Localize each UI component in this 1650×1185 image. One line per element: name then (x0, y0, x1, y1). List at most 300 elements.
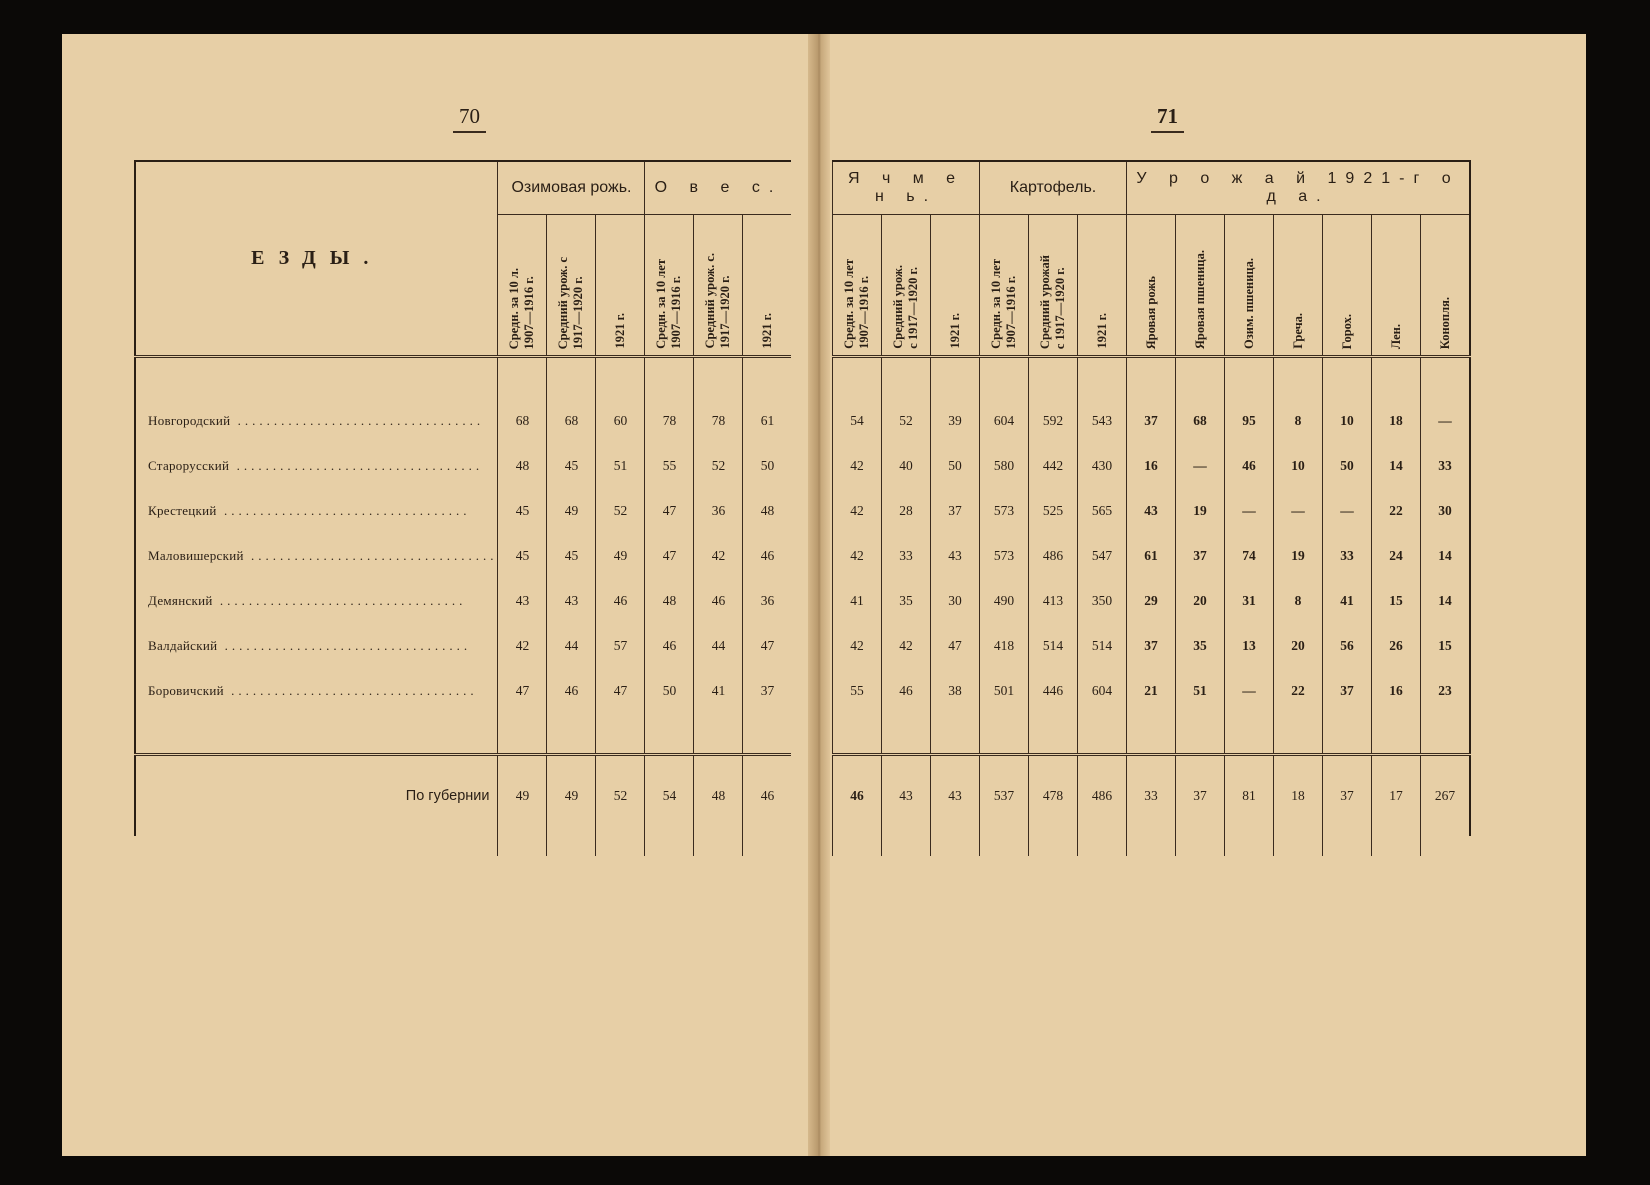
total-value-cell: 18 (1274, 755, 1323, 837)
spacer-cell (1323, 836, 1372, 856)
value-cell: 46 (547, 668, 596, 713)
value-cell: 19 (1176, 488, 1225, 533)
column-header (1225, 215, 1274, 357)
spacer-cell (1372, 713, 1421, 755)
value-cell: 68 (547, 398, 596, 443)
value-cell: 47 (743, 623, 792, 668)
value-cell: 50 (1323, 443, 1372, 488)
value-cell: 41 (694, 668, 743, 713)
spacer-cell (498, 836, 547, 856)
harvest-table-right (832, 160, 1471, 856)
total-value-cell: 37 (1176, 755, 1225, 837)
leader-dots: .................................. (217, 637, 472, 653)
district-name: Демянский (148, 592, 213, 608)
column-header-label: Средний урож. с 1917—1920 г. (556, 256, 586, 349)
spacer-cell (1372, 836, 1421, 856)
total-row (135, 755, 791, 837)
column-header-label: Средн. за 10 лет 1907—1916 г. (654, 259, 684, 349)
value-cell: 514 (1029, 623, 1078, 668)
table-row (833, 488, 1471, 533)
value-cell: 50 (645, 668, 694, 713)
spacer-cell (1176, 713, 1225, 755)
spacer-row (135, 713, 791, 755)
spacer-cell (980, 357, 1029, 399)
value-cell: 14 (1421, 533, 1471, 578)
value-cell: 47 (645, 488, 694, 533)
district-cell (135, 398, 498, 443)
total-value-cell: 54 (645, 755, 694, 837)
spacer-cell (1225, 357, 1274, 399)
value-cell: 46 (743, 533, 792, 578)
value-cell: — (1421, 398, 1471, 443)
spacer-cell (645, 713, 694, 755)
value-cell: 15 (1372, 578, 1421, 623)
value-cell: 33 (882, 533, 931, 578)
value-cell: 41 (1323, 578, 1372, 623)
spacer-cell (645, 357, 694, 399)
total-label: По губернии (135, 755, 498, 837)
value-cell: 51 (596, 443, 645, 488)
value-cell: 50 (743, 443, 792, 488)
value-cell: 547 (1078, 533, 1127, 578)
total-value-cell: 46 (743, 755, 792, 837)
spacer-cell (547, 836, 596, 856)
value-cell: 56 (1323, 623, 1372, 668)
value-cell: 580 (980, 443, 1029, 488)
value-cell: 514 (1078, 623, 1127, 668)
column-header-label: Средний урож. с. 1917—1920 г. (703, 253, 733, 349)
value-cell: 430 (1078, 443, 1127, 488)
value-cell: 47 (596, 668, 645, 713)
column-header-label: Горох. (1339, 313, 1354, 349)
group-header: У р о ж а й 1921-г о д а. (1127, 161, 1471, 215)
value-cell: 42 (882, 623, 931, 668)
column-header-label: 1921 г. (947, 313, 962, 349)
value-cell: 20 (1176, 578, 1225, 623)
value-cell: 14 (1421, 578, 1471, 623)
spacer-cell (882, 713, 931, 755)
value-cell: 55 (645, 443, 694, 488)
value-cell: 22 (1274, 668, 1323, 713)
value-cell: 18 (1372, 398, 1421, 443)
column-header (1127, 215, 1176, 357)
district-cell (135, 533, 498, 578)
column-header-label: Греча. (1290, 313, 1305, 349)
value-cell: 61 (1127, 533, 1176, 578)
spacer-cell (1421, 836, 1471, 856)
column-header-label: Средн. за 10 лет 1907—1916 г. (842, 259, 871, 349)
table-row (833, 533, 1471, 578)
spacer-row (833, 357, 1471, 399)
value-cell: 573 (980, 488, 1029, 533)
value-cell: 501 (980, 668, 1029, 713)
spacer-cell (743, 357, 792, 399)
spacer-cell (645, 836, 694, 856)
column-header (833, 215, 882, 357)
value-cell: 22 (1372, 488, 1421, 533)
value-cell: 36 (743, 578, 792, 623)
district-cell (135, 668, 498, 713)
column-header-label: Средний урож. с 1917—1920 г. (891, 265, 920, 349)
value-cell: 33 (1323, 533, 1372, 578)
column-header-label: Средний урожай с 1917—1920 г. (1038, 254, 1067, 349)
spacer-cell (694, 836, 743, 856)
leader-dots: .................................. (223, 682, 478, 698)
value-cell: 42 (833, 443, 882, 488)
leader-dots: .................................. (243, 547, 498, 563)
spacer-cell (1078, 357, 1127, 399)
value-cell: 29 (1127, 578, 1176, 623)
value-cell: 413 (1029, 578, 1078, 623)
spacer-cell (1421, 713, 1471, 755)
column-header (980, 215, 1029, 357)
spacer-cell (980, 713, 1029, 755)
spacer-cell (694, 357, 743, 399)
district-name: Старорусский (148, 457, 230, 473)
column-header-label: Средн. за 10 лет 1907—1916 г. (989, 259, 1018, 349)
value-cell: 45 (547, 443, 596, 488)
leader-dots: .................................. (230, 412, 485, 428)
value-cell: 24 (1372, 533, 1421, 578)
spacer-cell (833, 836, 882, 856)
spacer-cell (1029, 357, 1078, 399)
spacer-row (135, 836, 791, 856)
spacer-cell (135, 836, 498, 856)
column-header-label: Лен. (1388, 323, 1403, 349)
spacer-cell (1127, 357, 1176, 399)
table-row (135, 443, 791, 488)
column-header (931, 215, 980, 357)
value-cell: 418 (980, 623, 1029, 668)
column-header (1078, 215, 1127, 357)
spacer-cell (547, 357, 596, 399)
total-value-cell: 52 (596, 755, 645, 837)
column-header (645, 215, 694, 357)
value-cell: 43 (498, 578, 547, 623)
leader-dots: .................................. (212, 592, 467, 608)
value-cell: 525 (1029, 488, 1078, 533)
value-cell: 43 (1127, 488, 1176, 533)
value-cell: 47 (931, 623, 980, 668)
harvest-table-left (134, 160, 791, 856)
column-header-label: 1921 г. (1094, 313, 1109, 349)
value-cell: 16 (1127, 443, 1176, 488)
value-cell: 442 (1029, 443, 1078, 488)
value-cell: 45 (498, 533, 547, 578)
value-cell: 52 (596, 488, 645, 533)
column-header (1323, 215, 1372, 357)
spacer-cell (1323, 357, 1372, 399)
table-row (135, 578, 791, 623)
spacer-cell (743, 713, 792, 755)
total-value-cell: 46 (833, 755, 882, 837)
value-cell: 74 (1225, 533, 1274, 578)
value-cell: 55 (833, 668, 882, 713)
column-header (1029, 215, 1078, 357)
value-cell: 48 (498, 443, 547, 488)
value-cell: 30 (1421, 488, 1471, 533)
value-cell: 57 (596, 623, 645, 668)
column-header (743, 215, 792, 357)
district-name: Валдайский (148, 637, 218, 653)
value-cell: 37 (1127, 398, 1176, 443)
value-cell: 41 (833, 578, 882, 623)
leader-dots: .................................. (229, 457, 484, 473)
spacer-cell (1274, 836, 1323, 856)
column-header (596, 215, 645, 357)
value-cell: 490 (980, 578, 1029, 623)
header-group-row (833, 161, 1471, 215)
column-header (882, 215, 931, 357)
value-cell: 46 (694, 578, 743, 623)
value-cell: 52 (882, 398, 931, 443)
value-cell: 23 (1421, 668, 1471, 713)
value-cell: 15 (1421, 623, 1471, 668)
spacer-cell (1078, 713, 1127, 755)
value-cell: 16 (1372, 668, 1421, 713)
total-value-cell: 49 (498, 755, 547, 837)
header-column-row (833, 215, 1471, 357)
total-value-cell: 81 (1225, 755, 1274, 837)
spacer-cell (743, 836, 792, 856)
value-cell: 446 (1029, 668, 1078, 713)
value-cell: 42 (833, 533, 882, 578)
value-cell: 19 (1274, 533, 1323, 578)
column-header-label: 1921 г. (612, 313, 627, 349)
value-cell: — (1274, 488, 1323, 533)
value-cell: 20 (1274, 623, 1323, 668)
value-cell: 49 (547, 488, 596, 533)
spacer-cell (882, 836, 931, 856)
column-header-label: Яровая пшеница. (1192, 249, 1207, 349)
value-cell: 51 (1176, 668, 1225, 713)
spacer-cell (596, 713, 645, 755)
spacer-cell (1274, 357, 1323, 399)
value-cell: 573 (980, 533, 1029, 578)
column-header (1274, 215, 1323, 357)
book-gutter (808, 34, 830, 1156)
spacer-cell (1078, 836, 1127, 856)
value-cell: 33 (1421, 443, 1471, 488)
value-cell: 40 (882, 443, 931, 488)
value-cell: 350 (1078, 578, 1127, 623)
spacer-cell (498, 357, 547, 399)
value-cell: 42 (498, 623, 547, 668)
total-value-cell: 33 (1127, 755, 1176, 837)
total-row (833, 755, 1471, 837)
total-value-cell: 17 (1372, 755, 1421, 837)
spacer-cell (1127, 713, 1176, 755)
value-cell: 95 (1225, 398, 1274, 443)
group-header: Картофель. (980, 161, 1127, 215)
spacer-cell (498, 713, 547, 755)
value-cell: 43 (547, 578, 596, 623)
table-row (833, 578, 1471, 623)
value-cell: 49 (596, 533, 645, 578)
group-header: Я ч м е н ь. (833, 161, 980, 215)
value-cell: 46 (882, 668, 931, 713)
value-cell: 36 (694, 488, 743, 533)
spacer-cell (1372, 357, 1421, 399)
page-number-right: 71 (1151, 104, 1184, 133)
value-cell: 604 (1078, 668, 1127, 713)
value-cell: — (1225, 668, 1274, 713)
column-header (694, 215, 743, 357)
value-cell: 37 (931, 488, 980, 533)
spacer-row (833, 713, 1471, 755)
total-value-cell: 267 (1421, 755, 1471, 837)
value-cell: 37 (743, 668, 792, 713)
district-name: Крестецкий (148, 502, 217, 518)
spacer-cell (694, 713, 743, 755)
value-cell: 68 (1176, 398, 1225, 443)
value-cell: 60 (596, 398, 645, 443)
spacer-cell (135, 357, 498, 399)
value-cell: 38 (931, 668, 980, 713)
value-cell: 486 (1029, 533, 1078, 578)
spacer-cell (135, 713, 498, 755)
value-cell: 45 (547, 533, 596, 578)
value-cell: 30 (931, 578, 980, 623)
spacer-cell (833, 357, 882, 399)
spacer-cell (1029, 713, 1078, 755)
value-cell: 604 (980, 398, 1029, 443)
spacer-cell (1029, 836, 1078, 856)
column-header-label: Озим. пшеница. (1241, 258, 1256, 349)
table-row (135, 668, 791, 713)
column-header-label: Конопля. (1437, 296, 1452, 349)
value-cell: 31 (1225, 578, 1274, 623)
value-cell: 39 (931, 398, 980, 443)
value-cell: 44 (547, 623, 596, 668)
value-cell: 13 (1225, 623, 1274, 668)
value-cell: 35 (1176, 623, 1225, 668)
value-cell: 42 (833, 488, 882, 533)
value-cell: 8 (1274, 578, 1323, 623)
table-row (833, 623, 1471, 668)
value-cell: 52 (694, 443, 743, 488)
value-cell: 50 (931, 443, 980, 488)
value-cell: 42 (833, 623, 882, 668)
total-value-cell: 43 (931, 755, 980, 837)
spacer-cell (1323, 713, 1372, 755)
spacer-cell (596, 836, 645, 856)
value-cell: 46 (645, 623, 694, 668)
value-cell: 543 (1078, 398, 1127, 443)
value-cell: 47 (498, 668, 547, 713)
value-cell: 565 (1078, 488, 1127, 533)
value-cell: — (1176, 443, 1225, 488)
column-header (1421, 215, 1471, 357)
value-cell: 26 (1372, 623, 1421, 668)
value-cell: 61 (743, 398, 792, 443)
district-cell (135, 488, 498, 533)
group-header: Озимовая рожь. (498, 161, 645, 215)
total-value-cell: 49 (547, 755, 596, 837)
column-header-label: 1921 г. (759, 313, 774, 349)
total-value-cell: 43 (882, 755, 931, 837)
value-cell: 78 (645, 398, 694, 443)
spacer-cell (931, 713, 980, 755)
spacer-row (833, 836, 1471, 856)
table-row (833, 668, 1471, 713)
column-header (498, 215, 547, 357)
value-cell: 14 (1372, 443, 1421, 488)
district-name: Боровичский (148, 682, 224, 698)
spacer-cell (931, 836, 980, 856)
spacer-cell (1225, 836, 1274, 856)
spacer-cell (1176, 836, 1225, 856)
value-cell: 37 (1323, 668, 1372, 713)
total-value-cell: 537 (980, 755, 1029, 837)
value-cell: 48 (645, 578, 694, 623)
table-row (833, 398, 1471, 443)
spacer-cell (596, 357, 645, 399)
value-cell: 37 (1127, 623, 1176, 668)
value-cell: 35 (882, 578, 931, 623)
column-header (1372, 215, 1421, 357)
table-row (833, 443, 1471, 488)
spacer-cell (1176, 357, 1225, 399)
spacer-cell (833, 713, 882, 755)
column-header-label: Средн. за 10 л. 1907—1916 г. (507, 267, 537, 349)
leader-dots: .................................. (216, 502, 471, 518)
header-group-row (135, 161, 791, 215)
district-cell (135, 623, 498, 668)
table-row (135, 488, 791, 533)
spacer-row (135, 357, 791, 399)
spacer-cell (1421, 357, 1471, 399)
district-cell (135, 578, 498, 623)
page-number-left: 70 (453, 104, 486, 133)
total-value-cell: 478 (1029, 755, 1078, 837)
column-header (1176, 215, 1225, 357)
value-cell: 68 (498, 398, 547, 443)
value-cell: 28 (882, 488, 931, 533)
table-row (135, 533, 791, 578)
value-cell: 46 (596, 578, 645, 623)
value-cell: 42 (694, 533, 743, 578)
value-cell: 592 (1029, 398, 1078, 443)
value-cell: 78 (694, 398, 743, 443)
spacer-cell (882, 357, 931, 399)
value-cell: 21 (1127, 668, 1176, 713)
value-cell: 8 (1274, 398, 1323, 443)
total-value-cell: 37 (1323, 755, 1372, 837)
spacer-cell (547, 713, 596, 755)
value-cell: 10 (1274, 443, 1323, 488)
stub-header: ЕЗДЫ. (135, 161, 498, 357)
value-cell: 46 (1225, 443, 1274, 488)
value-cell: 47 (645, 533, 694, 578)
table-row (135, 623, 791, 668)
column-header (547, 215, 596, 357)
value-cell: 54 (833, 398, 882, 443)
group-header: О в е с. (645, 161, 792, 215)
spacer-cell (1225, 713, 1274, 755)
value-cell: 10 (1323, 398, 1372, 443)
value-cell: 45 (498, 488, 547, 533)
district-name: Новгородский (148, 412, 231, 428)
value-cell: 44 (694, 623, 743, 668)
value-cell: 37 (1176, 533, 1225, 578)
column-header-label: Яровая рожь (1143, 275, 1158, 349)
district-cell (135, 443, 498, 488)
value-cell: 48 (743, 488, 792, 533)
value-cell: — (1323, 488, 1372, 533)
spacer-cell (980, 836, 1029, 856)
table-row (135, 398, 791, 443)
